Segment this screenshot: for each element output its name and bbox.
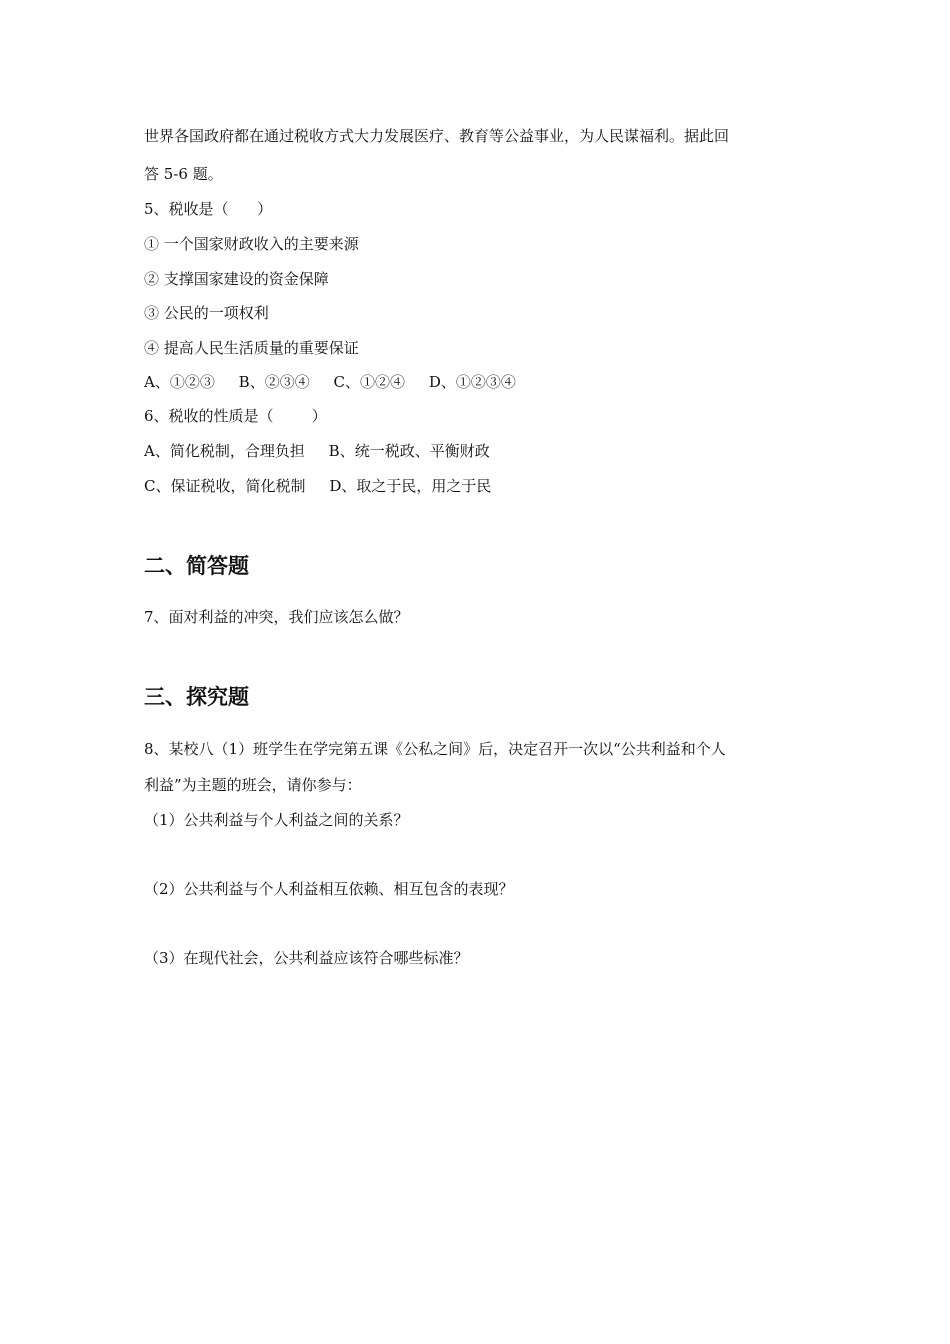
- question-8-sub-2: （2）公共利益与个人利益相互依赖、相互包含的表现？: [144, 880, 514, 898]
- section-2-heading: 二、简答题: [144, 554, 249, 578]
- question-5-item-1: ① 一个国家财政收入的主要来源: [144, 235, 359, 253]
- question-6-options-row-2: C、保证税收，简化税制 D、取之于民，用之于民: [144, 477, 492, 495]
- question-5-item-3: ③ 公民的一项权利: [144, 304, 269, 322]
- question-8-sub-1: （1）公共利益与个人利益之间的关系？: [144, 811, 409, 829]
- section-3-heading: 三、探究题: [144, 685, 249, 709]
- question-5-item-2: ② 支撑国家建设的资金保障: [144, 270, 329, 288]
- question-6-stem: 6、税收的性质是（ ）: [144, 407, 327, 425]
- question-6-options-row-1: A、简化税制，合理负担 B、统一税政、平衡财政: [144, 442, 490, 460]
- question-8-line-2: 利益”为主题的班会，请你参与：: [144, 776, 362, 794]
- question-5-stem: 5、税收是（ ）: [144, 200, 273, 218]
- intro-line-1: 世界各国政府都在通过税收方式大力发展医疗、教育等公益事业，为人民谋福利。据此回: [144, 127, 730, 145]
- question-7-stem: 7、面对利益的冲突，我们应该怎么做？: [144, 608, 409, 626]
- question-8-sub-3: （3）在现代社会，公共利益应该符合哪些标准？: [144, 949, 469, 967]
- intro-line-2: 答 5-6 题。: [144, 165, 223, 183]
- question-5-options: A、①②③ B、②③④ C、①②④ D、①②③④: [144, 373, 516, 391]
- question-8-line-1: 8、某校八（1）班学生在学完第五课《公私之间》后，决定召开一次以“公共利益和个人: [144, 740, 726, 758]
- question-5-item-4: ④ 提高人民生活质量的重要保证: [144, 339, 359, 357]
